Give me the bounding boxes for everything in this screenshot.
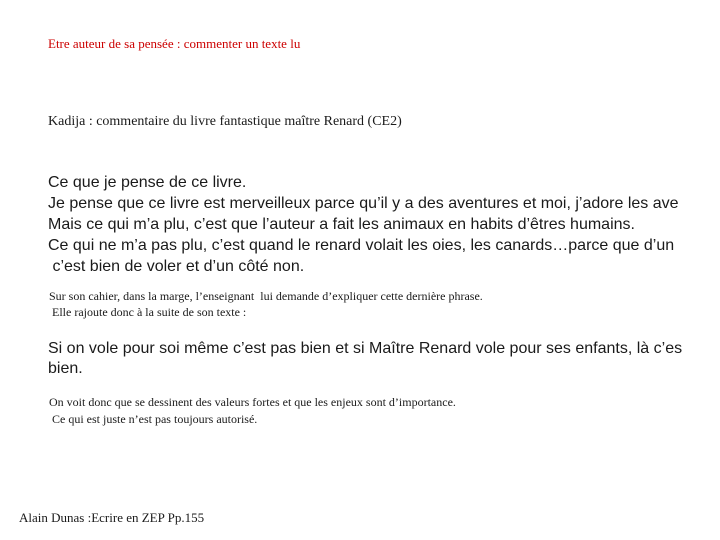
child-reply-line: Si on vole pour soi même c’est pas bien et si Maître Renard vole pour ses enfants, là c’es xyxy=(48,340,683,357)
source-citation: Alain Dunas :Ecrire en ZEP Pp.155 xyxy=(19,510,205,525)
conclusion-block xyxy=(49,394,456,428)
document-subtitle: Kadija : commentaire du livre fantastique maître Renard (CE2) xyxy=(48,114,402,129)
teacher-note-line: Elle rajoute donc à la suite de son texte : xyxy=(49,305,247,319)
conclusion-line: Ce qui est juste n’est pas toujours autorisé. xyxy=(49,412,258,426)
child-text-line: Ce que je pense de ce livre. xyxy=(48,174,247,191)
teacher-note-block xyxy=(49,288,483,320)
child-reply-block xyxy=(48,339,720,379)
child-text-line: Mais ce qui m’a plu, c’est que l’auteur a fait les animaux en habits d’êtres humains. xyxy=(48,216,635,233)
child-text-line: Ce qui ne m’a pas plu, c’est quand le renard volait les oies, les canards…parce que d’un xyxy=(48,237,675,254)
child-text-block xyxy=(48,172,720,277)
child-text-line: Je pense que ce livre est merveilleux parce qu’il y a des aventures et moi, j’adore les ave xyxy=(48,195,679,212)
child-reply-line: bien. xyxy=(48,360,83,377)
teacher-note-line: Sur son cahier, dans la marge, l’enseignant lui demande d’expliquer cette dernière phrase. xyxy=(49,289,483,303)
document-title: Etre auteur de sa pensée : commenter un texte lu xyxy=(48,36,301,51)
conclusion-line: On voit donc que se dessinent des valeurs fortes et que les enjeux sont d’importance. xyxy=(49,395,456,409)
child-text-line: c’est bien de voler et d’un côté non. xyxy=(48,258,305,275)
